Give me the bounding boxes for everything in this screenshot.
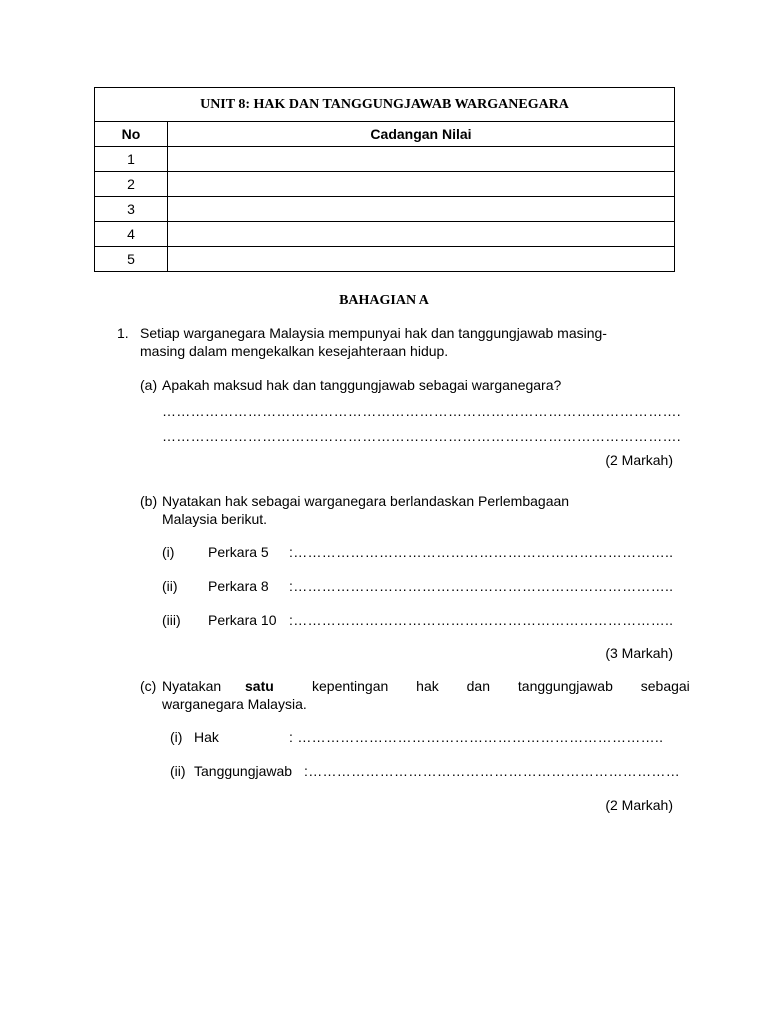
part-b-marks: (3 Markah)	[605, 645, 673, 661]
question-number: 1.	[117, 325, 129, 341]
answer-line[interactable]: :……………………………………………………………………..	[289, 544, 674, 560]
item-number: (iii)	[162, 612, 181, 628]
answer-line[interactable]: ……………………………………………………………………………………………….	[162, 428, 681, 444]
column-header-no: No	[95, 122, 168, 147]
part-a-marks: (2 Markah)	[605, 452, 673, 468]
question-intro-line-1: Setiap warganegara Malaysia mempunyai hak dan tanggungjawab masing-	[140, 325, 607, 341]
row-number: 2	[95, 172, 168, 197]
value-cell[interactable]	[168, 172, 675, 197]
section-title: BAHAGIAN A	[339, 293, 429, 308]
part-a-label: (a)	[140, 377, 158, 393]
question-intro-line-2: masing dalam mengekalkan kesejahteraan hidup.	[140, 343, 449, 359]
part-b-label: (b)	[140, 493, 158, 509]
row-number: 3	[95, 197, 168, 222]
item-label-hak: Hak	[194, 729, 219, 745]
answer-line[interactable]: :……………………………………………………………………..	[289, 612, 674, 628]
part-b-question-line-2: Malaysia berikut.	[162, 511, 268, 527]
item-number: (i)	[170, 729, 183, 745]
item-label-perkara-10: Perkara 10	[208, 612, 277, 628]
item-label-tanggungjawab: Tanggungjawab	[194, 763, 293, 779]
part-c-question-line-2: warganegara Malaysia.	[162, 696, 307, 712]
value-cell[interactable]	[168, 147, 675, 172]
value-cell[interactable]	[168, 247, 675, 272]
item-label-perkara-5: Perkara 5	[208, 544, 269, 560]
unit-table-title: UNIT 8: HAK DAN TANGGUNGJAWAB WARGANEGARA	[95, 88, 675, 122]
item-number: (i)	[162, 544, 175, 560]
table-row	[95, 222, 675, 247]
item-label-perkara-8: Perkara 8	[208, 578, 269, 594]
item-number: (ii)	[170, 763, 186, 779]
part-a-question: Apakah maksud hak dan tanggungjawab sebagai warganegara?	[162, 377, 562, 393]
value-cell[interactable]	[168, 197, 675, 222]
table-row	[95, 172, 675, 197]
answer-line[interactable]: ……………………………………………………………………………………………….	[162, 403, 681, 419]
row-number: 1	[95, 147, 168, 172]
row-number: 5	[95, 247, 168, 272]
part-c-question-emphasis: satu	[245, 678, 274, 694]
table-row	[95, 247, 675, 272]
row-number: 4	[95, 222, 168, 247]
unit-table	[94, 87, 675, 272]
answer-line[interactable]: :……………………………………………………………………	[304, 763, 680, 779]
table-row	[95, 147, 675, 172]
table-row	[95, 197, 675, 222]
part-c-question-word: Nyatakan	[162, 678, 222, 694]
answer-line[interactable]: : …………………………………………………………………..	[289, 729, 664, 745]
value-cell[interactable]	[168, 222, 675, 247]
answer-line[interactable]: :……………………………………………………………………..	[289, 578, 674, 594]
item-number: (ii)	[162, 578, 178, 594]
part-c-question-rest: kepentingan hak dan tanggungjawab sebagai	[312, 678, 690, 694]
part-c-marks: (2 Markah)	[605, 797, 673, 813]
part-b-question-line-1: Nyatakan hak sebagai warganegara berlandaskan Perlembagaan	[162, 493, 570, 509]
column-header-cadangan-nilai: Cadangan Nilai	[168, 122, 675, 147]
part-c-label: (c)	[140, 678, 157, 694]
